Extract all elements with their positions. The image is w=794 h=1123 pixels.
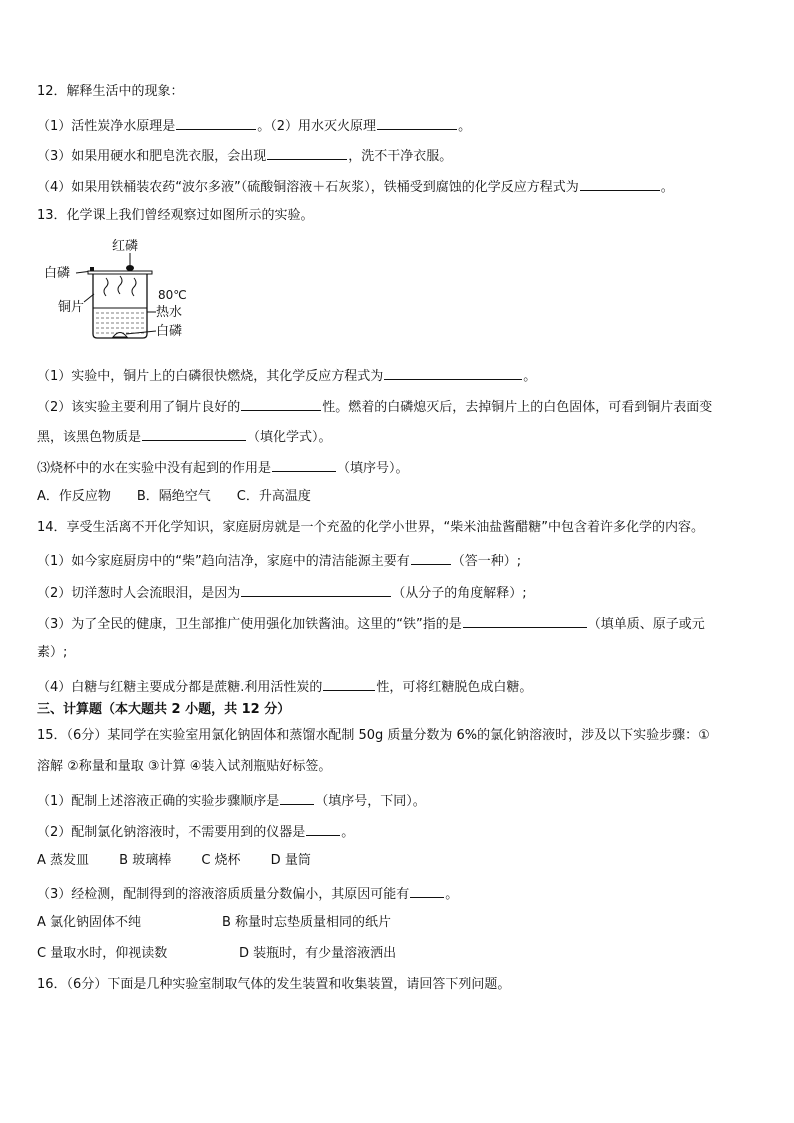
q14-part4: （4）白糖与红糖主要成分都是蔗糖.利用活性炭的 性，可将红糖脱色成白糖。 [37, 676, 532, 697]
q13-part3: ⑶烧杯中的水在实验中没有起到的作用是 （填序号）。 [37, 457, 409, 478]
q12-part1: （1）活性炭净水原理是 。（2）用水灭火原理 。 [37, 115, 471, 136]
q15-part1: （1）配制上述溶液正确的实验步骤顺序是 （填序号，下同）。 [37, 790, 426, 811]
q14-part3-cont: 素）; [37, 645, 68, 660]
label-temperature: 80℃ [158, 288, 187, 302]
q13-part2-cont: 黑，该黑色物质是 （填化学式）。 [37, 426, 332, 447]
q15-part2: （2）配制氯化钠溶液时，不需要用到的仪器是 。 [37, 821, 354, 842]
experiment-figure [40, 236, 200, 344]
label-hot-water: 热水 [156, 305, 183, 320]
beaker [93, 274, 147, 338]
q15-option-d: D 装瓶时，有少量溶液洒出 [239, 946, 397, 961]
q15-option-a: A 氯化钠固体不纯 [37, 915, 142, 930]
q15-line1: 15．（6分）某同学在实验室用氯化钠固体和蒸馏水配制 50g 质量分数为 6%的氯化钠溶液时，涉及以下实验步骤：① [37, 728, 710, 743]
answer-blank[interactable] [580, 176, 660, 191]
q14-title: 14．享受生活离不开化学知识，家庭厨房就是一个充盈的化学小世界，“柴米油盐酱醋糖”中包含着许多化学的内容。 [37, 520, 705, 535]
q12-part3: （3）如果用硬水和肥皂洗衣服，会出现 ，洗不干净衣服。 [37, 145, 452, 166]
label-white-phosphorus-bottom: 白磷 [156, 324, 183, 339]
answer-blank[interactable] [411, 550, 451, 565]
copper-plate [88, 271, 152, 274]
answer-blank[interactable] [267, 145, 347, 160]
answer-blank[interactable] [280, 790, 314, 805]
q13-options: A．作反应物 B．隔绝空气 C．升高温度 [37, 489, 311, 504]
q15-options-2: A 蒸发皿 B 玻璃棒 C 烧杯 D 量筒 [37, 853, 311, 868]
q15-option-b: B 称量时忘垫质量相同的纸片 [222, 915, 392, 930]
answer-blank[interactable] [176, 115, 256, 130]
answer-blank[interactable] [463, 613, 587, 628]
answer-blank[interactable] [272, 457, 336, 472]
answer-blank[interactable] [384, 365, 522, 380]
answer-blank[interactable] [241, 582, 391, 597]
answer-blank[interactable] [142, 426, 246, 441]
q14-part1: （1）如今家庭厨房中的“柴”趋向洁净，家庭中的清洁能源主要有 （答一种）; [37, 550, 521, 571]
answer-blank[interactable] [306, 821, 340, 836]
q13-title: 13．化学课上我们曾经观察过如图所示的实验。 [37, 208, 314, 223]
section-heading: 三、计算题（本大题共 2 小题，共 12 分） [37, 702, 291, 717]
q13-part1: （1）实验中，铜片上的白磷很快燃烧，其化学反应方程式为 。 [37, 365, 536, 386]
q15-line2: 溶解 ②称量和量取 ③计算 ④装入试剂瓶贴好标签。 [37, 759, 332, 774]
answer-blank[interactable] [323, 676, 375, 691]
q15-part3: （3）经检测，配制得到的溶液溶质质量分数偏小，其原因可能有 。 [37, 883, 458, 904]
q15-option-c: C 量取水时，仰视读数 [37, 946, 168, 961]
q13-part2: （2）该实验主要利用了铜片良好的 性。燃着的白磷熄灭后，去掉铜片上的白色固体，可看到铜片表面变 [37, 396, 712, 417]
q16-title: 16．（6分）下面是几种实验室制取气体的发生装置和收集装置，请回答下列问题。 [37, 977, 511, 992]
label-copper-plate: 铜片 [58, 300, 85, 315]
answer-blank[interactable] [241, 396, 321, 411]
answer-blank[interactable] [410, 883, 444, 898]
label-red-phosphorus: 红磷 [112, 239, 139, 254]
q12-title: 12．解释生活中的现象： [37, 84, 184, 99]
q14-part3: （3）为了全民的健康，卫生部推广使用强化加铁酱油。这里的“铁”指的是 （填单质、原子或元 [37, 613, 705, 634]
q12-part4: （4）如果用铁桶装农药“波尔多液”（硫酸铜溶液＋石灰浆），铁桶受到腐蚀的化学反应方程式为 。 [37, 176, 674, 197]
q14-part2: （2）切洋葱时人会流眼泪，是因为 （从分子的角度解释）; [37, 582, 527, 603]
label-white-phosphorus-top: 白磷 [44, 266, 71, 281]
answer-blank[interactable] [377, 115, 457, 130]
